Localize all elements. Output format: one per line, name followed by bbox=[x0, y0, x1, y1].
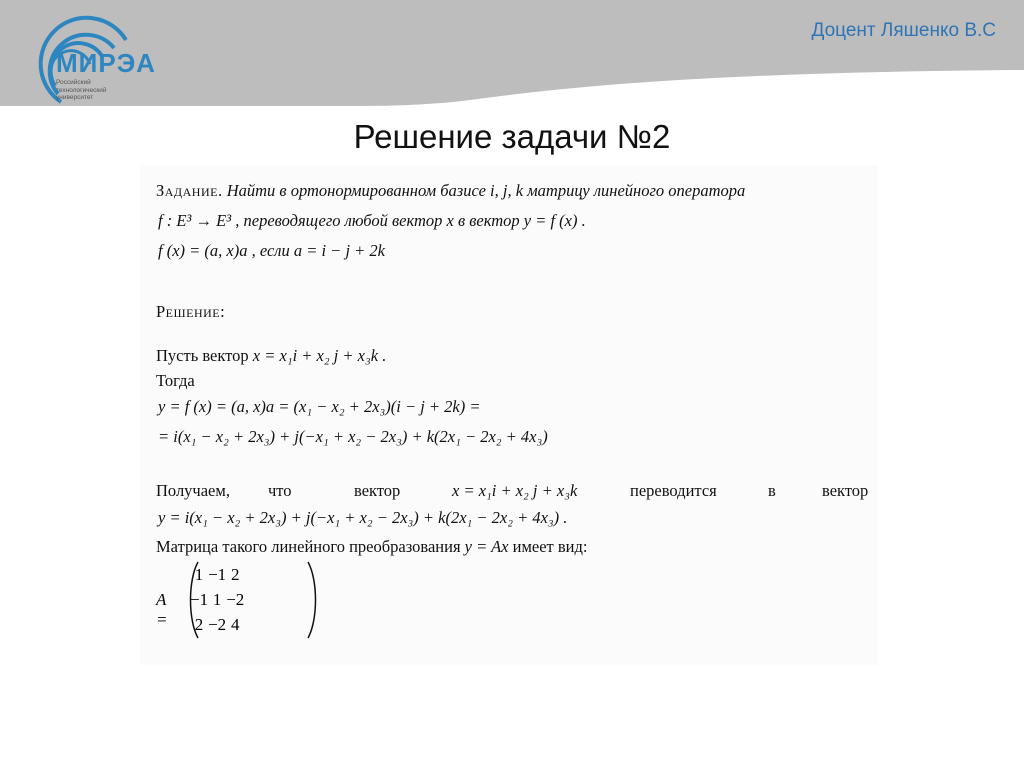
logo-subtitle-line: технологический bbox=[56, 86, 107, 94]
equation-1: y = f (x) = (a, x)a = (x₁ − x₂ + 2x₃)(i − j + 2k) = bbox=[158, 397, 481, 416]
get-tail-3: вектор bbox=[822, 481, 869, 500]
logo-subtitle-line: Российский bbox=[56, 79, 91, 86]
matrix-intro-line bbox=[156, 537, 587, 557]
get-word-3: вектор bbox=[354, 481, 401, 500]
matrix-equation: y = Ax bbox=[464, 537, 509, 556]
logo-subtitle-line: университет bbox=[56, 94, 94, 101]
author-name: Доцент Ляшенко В.С bbox=[811, 20, 996, 41]
equation-2: = i(x₁ − x₂ + 2x₃) + j(−x₁ + x₂ − 2x₃) + k(2x₁ − 2x₂ + 4x₃) bbox=[158, 427, 548, 446]
task-label: Задание. bbox=[156, 181, 223, 200]
let-prefix: Пусть вектор bbox=[156, 346, 249, 365]
matrix-cell: 2 bbox=[194, 614, 204, 634]
task-line-1 bbox=[156, 181, 745, 201]
matrix-cell: −1 bbox=[190, 589, 209, 609]
matrix-label: A = bbox=[156, 590, 168, 629]
get-tail-1: переводится bbox=[630, 481, 717, 500]
matrix-cell: 1 bbox=[194, 564, 204, 584]
matrix-intro: Матрица такого линейного преобразования bbox=[156, 537, 461, 556]
matrix-cell: 4 bbox=[230, 614, 240, 634]
matrix-row bbox=[190, 587, 244, 612]
solution-label: Решение: bbox=[156, 302, 226, 321]
matrix-cell: 1 bbox=[212, 589, 222, 609]
get-formula: x = x₁i + x₂ j + x₃k bbox=[452, 481, 578, 500]
equation-3: y = i(x₁ − x₂ + 2x₃) + j(−x₁ + x₂ − 2x₃) + k(2x₁ − 2x₂ + 4x₃) . bbox=[158, 508, 568, 527]
get-word-1: Получаем, bbox=[156, 481, 230, 500]
matrix-cell: −1 bbox=[208, 564, 227, 584]
let-line bbox=[156, 346, 386, 366]
matrix-row bbox=[190, 612, 244, 637]
slide-header bbox=[0, 0, 1024, 110]
matrix-cell: 2 bbox=[230, 564, 240, 584]
task-line-2: f : E³ → E³ , переводящего любой вектор x в вектор y = f (x) . bbox=[158, 211, 586, 230]
task-text: Найти в ортонормированном базисе i, j, k матрицу линейного оператора bbox=[226, 181, 746, 200]
get-tail-2: в bbox=[768, 481, 776, 500]
matrix-cell: −2 bbox=[208, 614, 227, 634]
let-formula: x = x₁i + x₂ j + x₃k . bbox=[252, 346, 387, 365]
task-line-3: f (x) = (a, x)a , если a = i − j + 2k bbox=[158, 241, 385, 260]
matrix-row bbox=[190, 562, 244, 587]
problem-scan bbox=[140, 165, 878, 665]
logo-wordmark: МИРЭА bbox=[56, 48, 156, 78]
slide-title: Решение задачи №2 bbox=[353, 118, 671, 155]
matrix-cell: −2 bbox=[226, 589, 245, 609]
then-line: Тогда bbox=[156, 371, 195, 390]
matrix-intro-tail: имеет вид: bbox=[512, 537, 588, 556]
right-paren-icon bbox=[306, 560, 320, 640]
logo-subtitle bbox=[56, 79, 146, 102]
matrix-table bbox=[190, 562, 244, 637]
get-word-2: что bbox=[268, 481, 292, 500]
